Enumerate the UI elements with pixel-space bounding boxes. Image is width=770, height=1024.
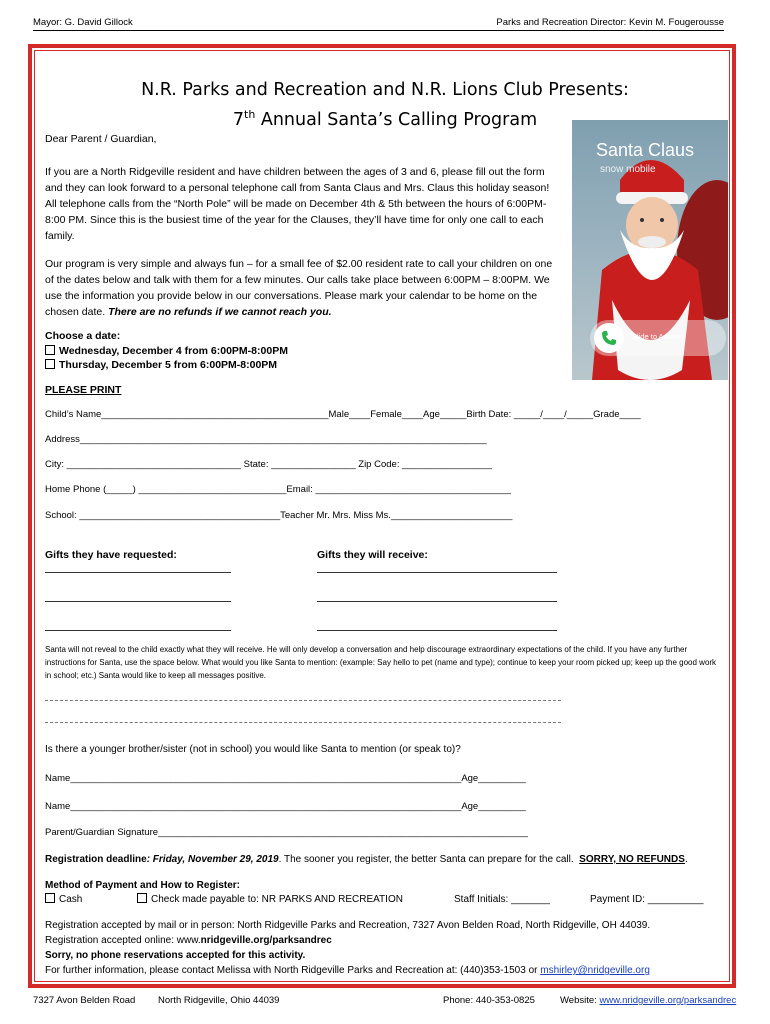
date-option-label: Thursday, December 5 from 6:00PM-8:00PM [59, 359, 278, 371]
checkbox-icon [45, 359, 55, 369]
footer-address: 7327 Avon Belden Road [33, 995, 136, 1006]
answer-call-button [594, 323, 624, 353]
gift-receive-line [317, 572, 557, 573]
header-rule [33, 30, 724, 31]
no-refund-note: There are no refunds if we cannot reach you. [108, 306, 332, 318]
mail-registration: Registration accepted by mail or in person: North Ridgeville Parks and Recreation, 7327 Avon Belden Road, North Ridgeville, OH 44039. [45, 920, 651, 931]
deadline-label: Registration deadline [45, 854, 147, 865]
deadline-text: . The sooner you register, the better Santa can prepare for the call. [278, 854, 574, 865]
deadline-end: . [684, 854, 688, 865]
santa-call-image [572, 120, 728, 380]
choose-date-heading: Choose a date: [45, 330, 121, 342]
contact-text: For further information, please contact Melissa with North Ridgeville Parks and Recreation at: (440)353-1503 or [45, 965, 541, 976]
staff-initials: Staff Initials: _______ [454, 894, 550, 905]
address-line: Address_____________________________________________________________________________ [45, 434, 487, 445]
subtitle-ordinal: th [244, 108, 256, 121]
intro-paragraph: If you are a North Ridgeville resident and have children between the ages of 3 and 6, please fill out the form and they can look forward to a personal telephone call from Santa Claus and Mrs. Claus this holiday season! All telephone calls from the “North Pole” will be made on December 4th & 5th between the hours of 6:00PM-8:00 PM. Since this is the busiest time of the year for the Clauses, they’ll have time for only one call to each family. [45, 166, 550, 242]
checkbox-icon [137, 893, 147, 903]
registration-info [45, 918, 650, 978]
gifts-requested-heading: Gifts they have requested: [45, 549, 177, 561]
date-option-thursday [45, 357, 277, 373]
gift-requested-line [45, 630, 231, 631]
gifts-receive-heading: Gifts they will receive: [317, 549, 428, 561]
online-registration [45, 933, 650, 948]
footer-website [560, 995, 736, 1006]
contact-email-link[interactable]: mshirley@nridgeville.org [540, 965, 650, 976]
salutation: Dear Parent / Guardian, [45, 133, 157, 145]
checkbox-icon [45, 345, 55, 355]
school-teacher-line: School: ______________________________________Teacher Mr. Mrs. Miss Ms._______________________ [45, 510, 513, 521]
no-refunds-badge: SORRY, NO REFUNDS [579, 854, 685, 865]
slide-to-answer-label: Slide to Answer [632, 332, 684, 341]
phone-email-line: Home Phone (_____) ____________________________Email: _____________________________________ [45, 484, 511, 495]
website-label: Website: [560, 995, 600, 1006]
website-link[interactable]: www.nridgeville.org/parksandrec [599, 995, 737, 1006]
checkbox-icon [45, 893, 55, 903]
sibling-name-line-2: Name__________________________________________________________________________Age_________ [45, 801, 526, 812]
online-prefix: Registration accepted online: www. [45, 935, 201, 946]
date-option-label: Wednesday, December 4 from 6:00PM-8:00PM [59, 345, 288, 357]
instructions-line [45, 700, 561, 701]
subtitle-number: 7 [232, 109, 244, 130]
city-state-zip-line: City: _________________________________ State: ________________ Zip Code: _________________ [45, 459, 492, 470]
footer-city: North Ridgeville, Ohio 44039 [158, 995, 280, 1006]
gift-receive-line [317, 601, 557, 602]
registration-deadline [45, 852, 688, 868]
check-label: Check made payable to: NR PARKS AND RECREATION [151, 894, 403, 905]
program-paragraph [45, 256, 555, 320]
subtitle-text: Annual Santa’s Calling Program [255, 109, 538, 130]
header-mayor: Mayor: G. David Gillock [33, 17, 133, 28]
payment-heading: Method of Payment and How to Register: [45, 880, 241, 891]
sibling-question: Is there a younger brother/sister (not in school) you would like Santa to mention (or speak to)? [45, 744, 461, 755]
page-title: N.R. Parks and Recreation and N.R. Lions Club Presents: [141, 80, 629, 100]
child-info-line: Child’s Name___________________________________________Male____Female____Age_____Birth Date: _____/____/_____Grade____ [45, 409, 641, 420]
gift-requested-line [45, 572, 231, 573]
header-director: Parks and Recreation Director: Kevin M. Fougerousse [496, 17, 724, 28]
sibling-name-line-1: Name__________________________________________________________________________Age_________ [45, 773, 526, 784]
please-print-heading: PLEASE PRINT [45, 384, 122, 396]
contact-info [45, 963, 650, 978]
payment-cash [45, 892, 82, 908]
phone-icon [594, 323, 624, 353]
no-phone-notice: Sorry, no phone reservations accepted for this activity. [45, 950, 306, 961]
santa-instructions: Santa will not reveal to the child exactly what they will receive. He will only develop a conversation and help discourage extraordinary expectations of the child. If you have any further instructions for Santa, use the space below. What would you like Santa to mention: (example: Say hello to pet (name and type); continue to keep your room picked up; keep up the good work in school; etc.) Santa would like to keep all messages positive. [45, 645, 717, 680]
gift-receive-line [317, 630, 557, 631]
online-url: nridgeville.org/parksandrec [200, 935, 332, 946]
instructions-line [45, 722, 561, 723]
footer-phone: Phone: 440-353-0825 [443, 995, 535, 1006]
cash-label: Cash [59, 894, 83, 905]
program-text: Our program is very simple and always fun – for a small fee of $2.00 resident rate to call your children on one of the dates below and talk with them for a few minutes. Our calls take place between 6:00PM – 8:00PM. We use the information you provide below in our conversations. Please mark your calendar to be home on the chosen date. [45, 258, 553, 318]
deadline-date: : Friday, November 29, 2019 [146, 854, 279, 865]
santa-caller-subtitle: snow mobile [600, 164, 656, 175]
payment-check [137, 892, 403, 908]
payment-id: Payment ID: __________ [590, 894, 704, 905]
signature-line: Parent/Guardian Signature______________________________________________________________________ [45, 827, 528, 838]
santa-caller-name: Santa Claus [596, 140, 695, 160]
gift-requested-line [45, 601, 231, 602]
